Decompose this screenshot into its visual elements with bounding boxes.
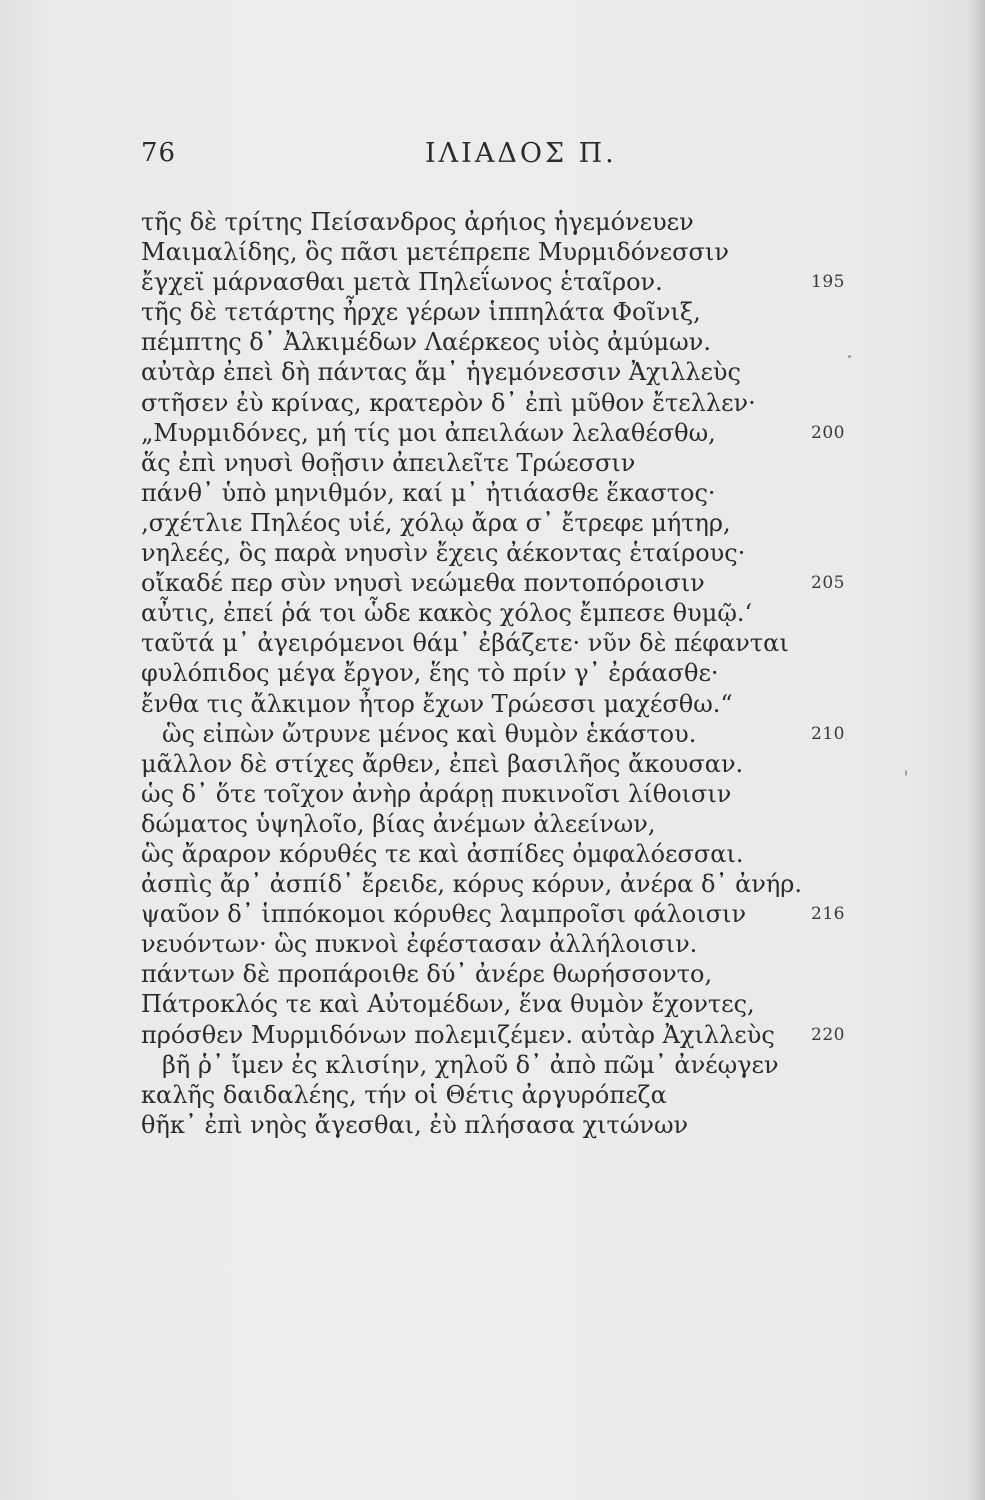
verse-line bbox=[141, 959, 841, 989]
line-number: 205 bbox=[811, 573, 845, 594]
verse-line-text: μᾶλλον δὲ στίχες ἄρθεν, ἐπεὶ βασιλῆος ἄκουσαν. bbox=[141, 749, 744, 778]
verse-line-text: αὖτις, ἐπεί ῥά τοι ὧδε κακὸς χόλος ἔμπεσε θυμῷ.‘ bbox=[141, 599, 753, 628]
verse-line-text: „Μυρμιδόνες, μή τίς μοι ἀπειλάων λελαθέσθω, bbox=[141, 418, 716, 447]
verse-line bbox=[141, 809, 841, 839]
running-title: ΙΛΙΑΔΟΣ Π. bbox=[425, 138, 617, 169]
verse-line bbox=[141, 689, 841, 719]
verse-line-text: νηλεές, ὃς παρὰ νηυσὶν ἔχεις ἀέκοντας ἑταίρους· bbox=[141, 539, 746, 568]
verse-line-text: φυλόπιδος μέγα ἔργον, ἕης τὸ πρίν γ᾽ ἐράασθε· bbox=[141, 659, 719, 688]
verse-line bbox=[141, 327, 841, 357]
verse-line-text: τῆς δὲ τετάρτης ἦρχε γέρων ἱππηλάτα Φοῖνιξ, bbox=[141, 298, 701, 327]
verse-line bbox=[141, 1050, 841, 1080]
verse-line-text: πρόσθεν Μυρμιδόνων πολεμιζέμεν. αὐτὰρ Ἀχιλλεὺς bbox=[141, 1020, 775, 1049]
verse-line-text: ὣς εἰπὼν ὤτρυνε μένος καὶ θυμὸν ἑκάστου. bbox=[162, 719, 697, 748]
verse-line-text: Μαιμαλίδης, ὃς πᾶσι μετέπρεπε Μυρμιδόνεσσιν bbox=[141, 238, 729, 267]
verse-line bbox=[141, 989, 841, 1019]
page-gutter-shadow bbox=[967, 0, 985, 1500]
verse-line bbox=[141, 207, 841, 237]
verse-line bbox=[141, 628, 841, 658]
verse-line bbox=[141, 1110, 841, 1140]
line-number: 200 bbox=[811, 422, 845, 443]
page-number: 76 bbox=[141, 138, 177, 168]
verse-line-text: ἀσπὶς ἄρ᾽ ἀσπίδ᾽ ἔρειδε, κόρυς κόρυν, ἀνέρα δ᾽ ἀνήρ. bbox=[141, 870, 802, 899]
paper-speck bbox=[905, 770, 907, 776]
verse-line bbox=[141, 839, 841, 869]
verse-line bbox=[141, 869, 841, 899]
verse-line-text: καλῆς δαιδαλέης, τήν οἱ Θέτις ἀργυρόπεζα bbox=[141, 1080, 667, 1109]
verse-line-text: πάνθ᾽ ὑπὸ μηνιθμόν, καί μ᾽ ἠτιάασθε ἕκαστος· bbox=[141, 478, 716, 507]
verse-line-text: αὐτὰρ ἐπεὶ δὴ πάντας ἅμ᾽ ἡγεμόνεσσιν Ἀχιλλεὺς bbox=[141, 358, 741, 387]
verse-line-text: δώματος ὑψηλοῖο, βίας ἀνέμων ἀλεείνων, bbox=[141, 809, 656, 838]
verse-line-text: ὡς δ᾽ ὅτε τοῖχον ἀνὴρ ἀράρῃ πυκινοῖσι λίθοισιν bbox=[141, 779, 732, 808]
verse-line-text: στῆσεν ἐὺ κρίνας, κρατερὸν δ᾽ ἐπὶ μῦθον ἔτελλεν· bbox=[141, 388, 756, 417]
verse-line bbox=[141, 719, 845, 749]
verse-line bbox=[141, 448, 841, 478]
verse-line-text: ἅς ἐπὶ νηυσὶ θοῇσιν ἀπειλεῖτε Τρώεσσιν bbox=[141, 448, 636, 477]
verse-line bbox=[141, 478, 841, 508]
verse-line-text: πέμπτης δ᾽ Ἀλκιμέδων Λαέρκεος υἱὸς ἀμύμων. bbox=[141, 328, 711, 357]
verse-line bbox=[141, 899, 845, 929]
verse-line-text: οἴκαδέ περ σὺν νηυσὶ νεώμεθα ποντοπόροισιν bbox=[141, 569, 705, 598]
paper-speck bbox=[848, 355, 851, 358]
verse-line bbox=[141, 418, 845, 448]
verse-line-text: ἔνθα τις ἄλκιμον ἦτορ ἔχων Τρώεσσι μαχέσθω.“ bbox=[141, 689, 733, 718]
verse-line bbox=[141, 779, 841, 809]
verse-line bbox=[141, 267, 845, 297]
verse-line-text: ‚σχέτλιε Πηλέος υἱέ, χόλῳ ἄρα σ᾽ ἔτρεφε μήτηρ, bbox=[141, 508, 731, 537]
verse-line bbox=[141, 508, 841, 538]
verse-line bbox=[141, 598, 841, 628]
verse-line bbox=[141, 297, 841, 327]
line-number: 220 bbox=[811, 1024, 845, 1045]
line-number: 195 bbox=[811, 272, 845, 293]
verse-line bbox=[141, 658, 841, 688]
verse-line bbox=[141, 568, 845, 598]
verse-line bbox=[141, 749, 841, 779]
verse-line-text: ταῦτά μ᾽ ἀγειρόμενοι θάμ᾽ ἐβάζετε· νῦν δὲ πέφανται bbox=[141, 629, 789, 658]
verse-line-text: νευόντων· ὣς πυκνοὶ ἐφέστασαν ἀλλήλοισιν. bbox=[141, 930, 698, 959]
verse-line-text: Πάτροκλός τε καὶ Αὐτομέδων, ἕνα θυμὸν ἔχοντες, bbox=[141, 990, 755, 1019]
verse-line bbox=[141, 1080, 841, 1110]
verse-line bbox=[141, 237, 841, 267]
verse-line-text: ψαῦον δ᾽ ἱππόκομοι κόρυθες λαμπροῖσι φάλοισιν bbox=[141, 900, 747, 929]
verse-line-text: ἔγχεϊ μάρνασθαι μετὰ Πηλεΐωνος ἑταῖρον. bbox=[141, 268, 663, 297]
verse-line-text: ὣς ἄραρον κόρυθές τε καὶ ἀσπίδες ὀμφαλόεσσαι. bbox=[141, 839, 744, 868]
verse-line bbox=[141, 929, 841, 959]
verse-line bbox=[141, 357, 841, 387]
line-number: 210 bbox=[811, 723, 845, 744]
verse-line bbox=[141, 1020, 845, 1050]
verse-line-text: πάντων δὲ προπάροιθε δύ᾽ ἀνέρε θωρήσσοντο, bbox=[141, 960, 713, 989]
verse-line bbox=[141, 388, 841, 418]
line-number: 216 bbox=[811, 904, 845, 925]
verse-line-text: θῆκ᾽ ἐπὶ νηὸς ἄγεσθαι, ἐὺ πλήσασα χιτώνων bbox=[141, 1110, 689, 1139]
verse-line-text: βῆ ῥ᾽ ἴμεν ἐς κλισίην, χηλοῦ δ᾽ ἀπὸ πῶμ᾽ ἀνέῳγεν bbox=[162, 1050, 779, 1079]
verse-line-text: τῆς δὲ τρίτης Πείσανδρος ἀρήιος ἡγεμόνευεν bbox=[141, 208, 694, 236]
verse-line bbox=[141, 538, 841, 568]
verse-text-block bbox=[141, 207, 845, 1140]
